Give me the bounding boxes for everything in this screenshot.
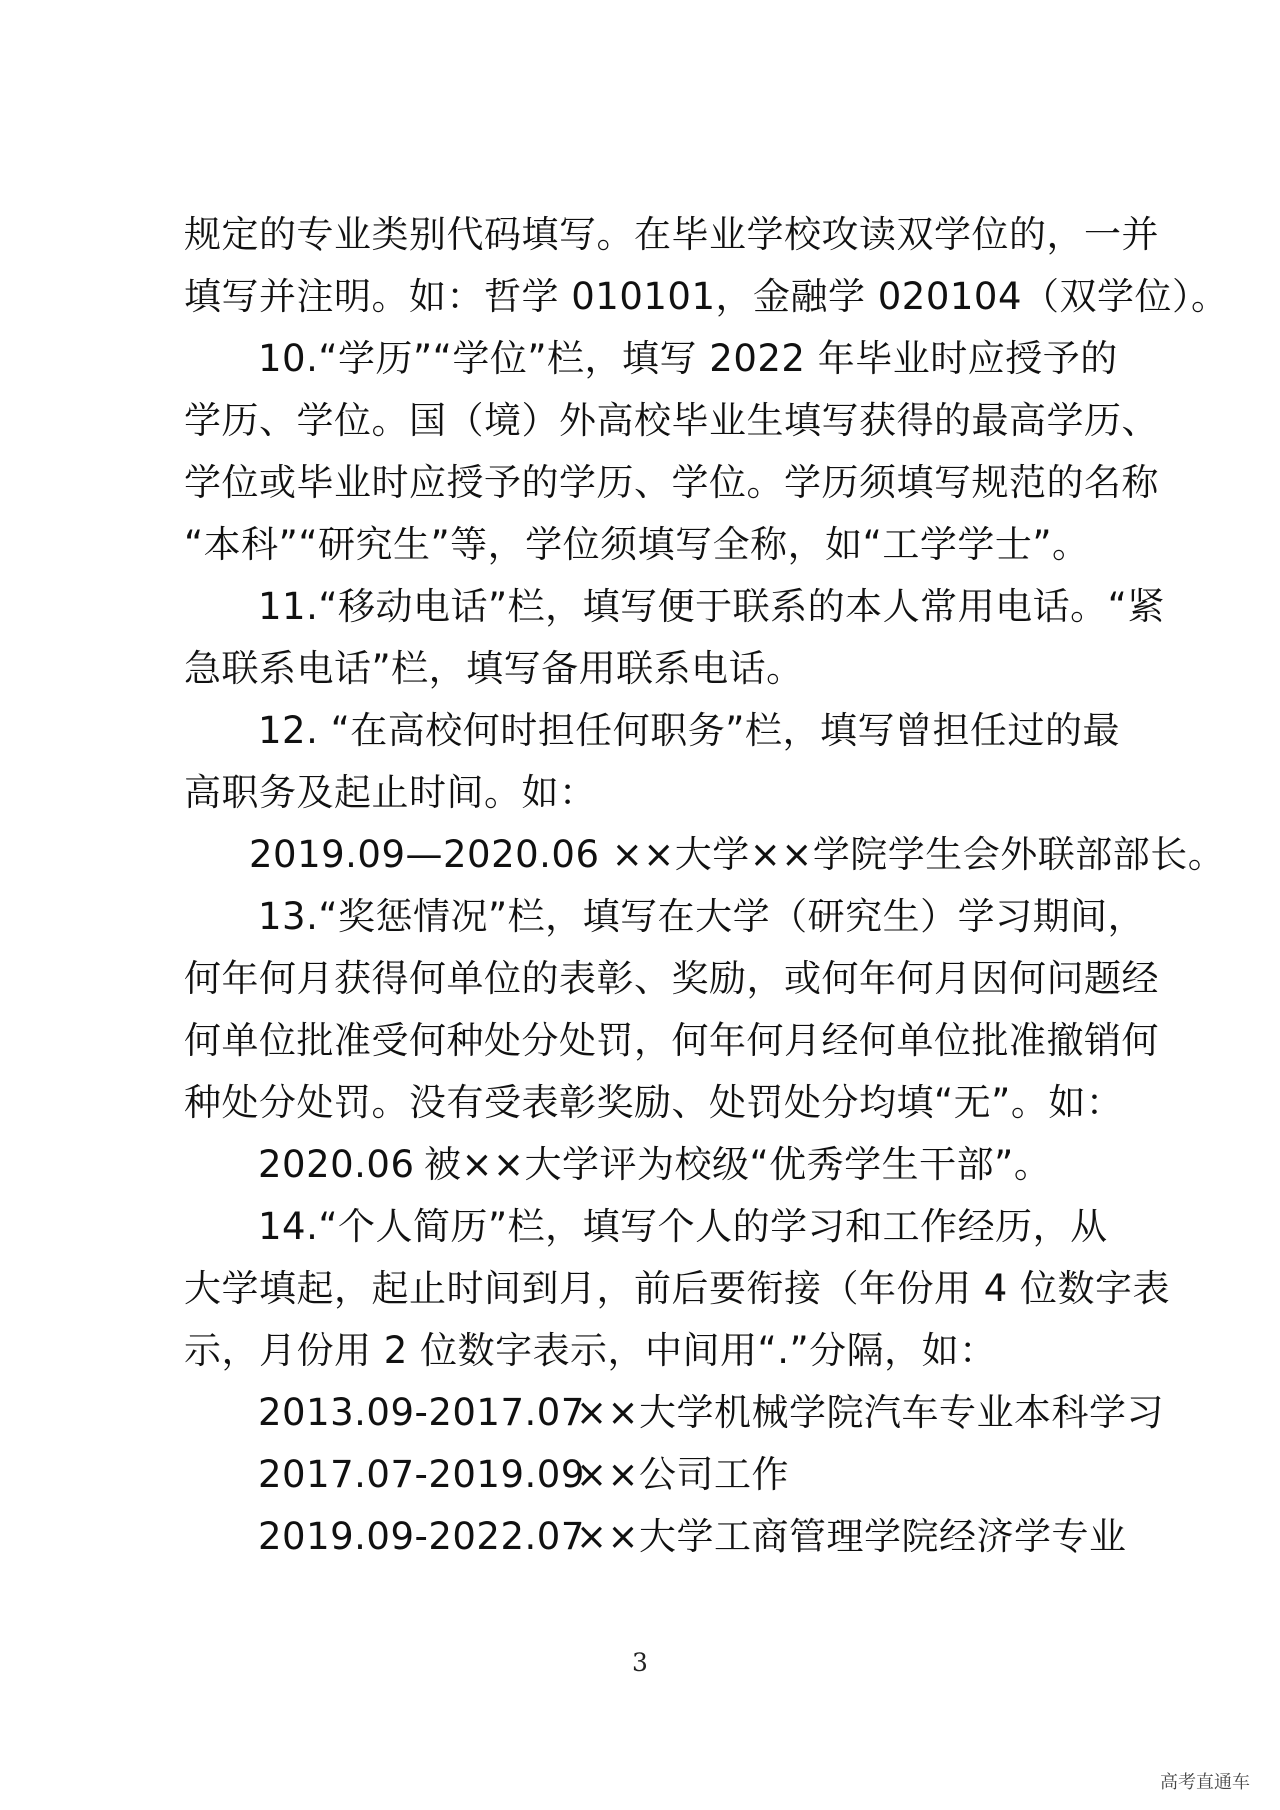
item-14-line: 14.“个人简历”栏，填写个人的学习和工作经历，从 — [258, 1205, 1108, 1248]
page-number: 3 — [632, 1648, 648, 1677]
resume-example-text: ××大学工商管理学院经济学专业 — [576, 1515, 1127, 1558]
text-line: 填写并注明。如：哲学 010101，金融学 020104（双学位）。 — [184, 275, 1229, 318]
text-line: 高职务及起止时间。如： — [184, 771, 597, 814]
text-line: 示，月份用 2 位数字表示，中间用“.”分隔，如： — [184, 1329, 997, 1372]
page-content — [184, 204, 1229, 1568]
text-line: “本科”“研究生”等，学位须填写全称，如“工学学士”。 — [184, 523, 1090, 566]
award-example-line — [184, 1134, 1104, 1196]
resume-example-line — [184, 1382, 1165, 1444]
resume-example-text: ××大学机械学院汽车专业本科学习 — [576, 1391, 1165, 1434]
text-line: 学历、学位。国（境）外高校毕业生填写获得的最高学历、 — [184, 399, 1159, 442]
text-line: 规定的专业类别代码填写。在毕业学校攻读双学位的，一并 — [184, 213, 1159, 256]
text-line: 何年何月获得何单位的表彰、奖励，或何年何月因何问题经 — [184, 957, 1159, 1000]
item-10-line: 10.“学历”“学位”栏，填写 2022 年毕业时应授予的 — [258, 337, 1118, 380]
resume-example-line — [184, 1444, 1104, 1506]
watermark-text: 高考直通车 — [1160, 1772, 1250, 1793]
resume-example-period: 2019.09-2022.07 — [258, 1515, 585, 1558]
position-example-line: 2019.09—2020.06 ××大学××学院学生会外联部部长。 — [249, 833, 1226, 876]
award-example-date: 2020.06 — [258, 1143, 415, 1186]
resume-example-period: 2013.09-2017.07 — [258, 1391, 585, 1434]
item-12-line: 12. “在高校何时担任何职务”栏，填写曾担任过的最 — [258, 709, 1120, 752]
text-line: 何单位批准受何种处分处罚，何年何月经何单位批准撤销何 — [184, 1019, 1159, 1062]
text-line: 学位或毕业时应授予的学历、学位。学历须填写规范的名称 — [184, 461, 1159, 504]
resume-example-text: ××公司工作 — [576, 1453, 790, 1496]
text-line: 大学填起，起止时间到月，前后要衔接（年份用 4 位数字表 — [184, 1267, 1171, 1310]
item-11-line: 11.“移动电话”栏，填写便于联系的本人常用电话。“紧 — [258, 585, 1165, 628]
item-13-line: 13.“奖惩情况”栏，填写在大学（研究生）学习期间， — [258, 895, 1146, 938]
award-example-text: 被××大学评为校级“优秀学生干部”。 — [424, 1143, 1052, 1186]
resume-example-period: 2017.07-2019.09 — [258, 1453, 585, 1496]
text-line: 急联系电话”栏，填写备用联系电话。 — [184, 647, 804, 690]
text-line: 种处分处罚。没有受表彰奖励、处罚处分均填“无”。如： — [184, 1081, 1124, 1124]
resume-example-line — [184, 1506, 1127, 1568]
